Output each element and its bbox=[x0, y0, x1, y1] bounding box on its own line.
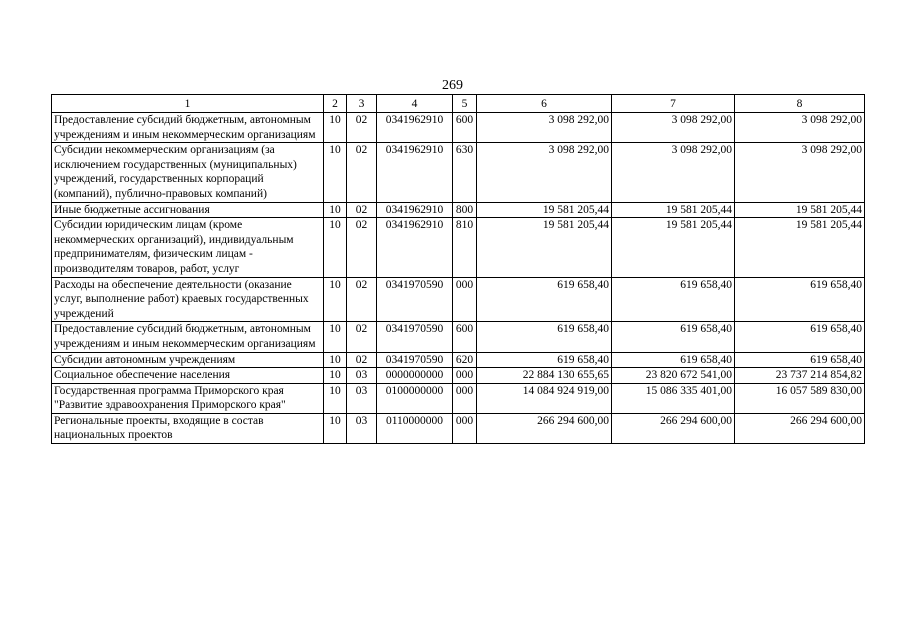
row-name: Государственная программа Приморского края "Развитие здравоохранения Приморского края" bbox=[52, 383, 324, 413]
table-row bbox=[52, 383, 865, 413]
subsection-code: 02 bbox=[347, 277, 377, 322]
amount-col8: 16 057 589 830,00 bbox=[735, 383, 865, 413]
table-row bbox=[52, 352, 865, 368]
amount-col8: 266 294 600,00 bbox=[735, 413, 865, 443]
amount-col7: 23 820 672 541,00 bbox=[612, 368, 735, 384]
row-name: Социальное обеспечение населения bbox=[52, 368, 324, 384]
section-code: 10 bbox=[324, 277, 347, 322]
amount-col6: 22 884 130 655,65 bbox=[477, 368, 612, 384]
row-name: Предоставление субсидий бюджетным, автономным учреждениям и иным некоммерческим организациям bbox=[52, 322, 324, 352]
table-row bbox=[52, 413, 865, 443]
expense-type-code: 000 bbox=[453, 383, 477, 413]
row-name: Иные бюджетные ассигнования bbox=[52, 202, 324, 218]
subsection-code: 03 bbox=[347, 413, 377, 443]
section-code: 10 bbox=[324, 368, 347, 384]
amount-col6: 3 098 292,00 bbox=[477, 143, 612, 202]
section-code: 10 bbox=[324, 322, 347, 352]
target-article-code: 0341962910 bbox=[377, 202, 453, 218]
section-code: 10 bbox=[324, 143, 347, 202]
amount-col6: 19 581 205,44 bbox=[477, 218, 612, 277]
amount-col7: 619 658,40 bbox=[612, 277, 735, 322]
amount-col6: 619 658,40 bbox=[477, 322, 612, 352]
target-article-code: 0341962910 bbox=[377, 113, 453, 143]
column-header: 8 bbox=[735, 95, 865, 113]
amount-col6: 266 294 600,00 bbox=[477, 413, 612, 443]
amount-col6: 3 098 292,00 bbox=[477, 113, 612, 143]
amount-col6: 14 084 924 919,00 bbox=[477, 383, 612, 413]
page-number: 269 bbox=[442, 78, 463, 93]
subsection-code: 02 bbox=[347, 322, 377, 352]
amount-col7: 619 658,40 bbox=[612, 322, 735, 352]
row-name: Субсидии юридическим лицам (кроме некоммерческих организаций), индивидуальным предпринимателям, физическим лицам - производителям товаров, работ, услуг bbox=[52, 218, 324, 277]
expense-type-code: 620 bbox=[453, 352, 477, 368]
target-article-code: 0341970590 bbox=[377, 277, 453, 322]
row-name: Предоставление субсидий бюджетным, автономным учреждениям и иным некоммерческим организациям bbox=[52, 113, 324, 143]
amount-col6: 19 581 205,44 bbox=[477, 202, 612, 218]
table-row bbox=[52, 277, 865, 322]
column-header: 4 bbox=[377, 95, 453, 113]
column-header: 5 bbox=[453, 95, 477, 113]
amount-col8: 619 658,40 bbox=[735, 277, 865, 322]
target-article-code: 0100000000 bbox=[377, 383, 453, 413]
row-name: Субсидии автономным учреждениям bbox=[52, 352, 324, 368]
row-name: Субсидии некоммерческим организациям (за исключением государственных (муниципальных) учреждений, государственных корпораций (компаний), публично-правовых компаний) bbox=[52, 143, 324, 202]
subsection-code: 02 bbox=[347, 143, 377, 202]
table-row bbox=[52, 113, 865, 143]
section-code: 10 bbox=[324, 352, 347, 368]
subsection-code: 03 bbox=[347, 383, 377, 413]
section-code: 10 bbox=[324, 413, 347, 443]
expense-type-code: 000 bbox=[453, 413, 477, 443]
target-article-code: 0341970590 bbox=[377, 322, 453, 352]
amount-col8: 619 658,40 bbox=[735, 352, 865, 368]
budget-table bbox=[51, 94, 865, 444]
amount-col8: 3 098 292,00 bbox=[735, 113, 865, 143]
amount-col8: 23 737 214 854,82 bbox=[735, 368, 865, 384]
column-header: 2 bbox=[324, 95, 347, 113]
amount-col6: 619 658,40 bbox=[477, 352, 612, 368]
section-code: 10 bbox=[324, 113, 347, 143]
subsection-code: 02 bbox=[347, 218, 377, 277]
target-article-code: 0341962910 bbox=[377, 143, 453, 202]
expense-type-code: 000 bbox=[453, 277, 477, 322]
table-row bbox=[52, 218, 865, 277]
row-name: Расходы на обеспечение деятельности (оказание услуг, выполнение работ) краевых государственных учреждений bbox=[52, 277, 324, 322]
amount-col7: 619 658,40 bbox=[612, 352, 735, 368]
amount-col7: 15 086 335 401,00 bbox=[612, 383, 735, 413]
subsection-code: 03 bbox=[347, 368, 377, 384]
section-code: 10 bbox=[324, 218, 347, 277]
expense-type-code: 800 bbox=[453, 202, 477, 218]
amount-col8: 19 581 205,44 bbox=[735, 218, 865, 277]
subsection-code: 02 bbox=[347, 352, 377, 368]
table-row bbox=[52, 202, 865, 218]
amount-col7: 3 098 292,00 bbox=[612, 143, 735, 202]
target-article-code: 0000000000 bbox=[377, 368, 453, 384]
row-name: Региональные проекты, входящие в состав национальных проектов bbox=[52, 413, 324, 443]
target-article-code: 0341970590 bbox=[377, 352, 453, 368]
expense-type-code: 000 bbox=[453, 368, 477, 384]
section-code: 10 bbox=[324, 383, 347, 413]
column-header: 7 bbox=[612, 95, 735, 113]
column-header: 6 bbox=[477, 95, 612, 113]
amount-col8: 3 098 292,00 bbox=[735, 143, 865, 202]
amount-col7: 19 581 205,44 bbox=[612, 202, 735, 218]
amount-col7: 19 581 205,44 bbox=[612, 218, 735, 277]
table-row bbox=[52, 368, 865, 384]
column-header: 3 bbox=[347, 95, 377, 113]
subsection-code: 02 bbox=[347, 202, 377, 218]
expense-type-code: 810 bbox=[453, 218, 477, 277]
table-row bbox=[52, 143, 865, 202]
amount-col7: 266 294 600,00 bbox=[612, 413, 735, 443]
amount-col7: 3 098 292,00 bbox=[612, 113, 735, 143]
amount-col6: 619 658,40 bbox=[477, 277, 612, 322]
expense-type-code: 600 bbox=[453, 113, 477, 143]
amount-col8: 19 581 205,44 bbox=[735, 202, 865, 218]
expense-type-code: 630 bbox=[453, 143, 477, 202]
subsection-code: 02 bbox=[347, 113, 377, 143]
table-header-row bbox=[52, 95, 865, 113]
target-article-code: 0341962910 bbox=[377, 218, 453, 277]
amount-col8: 619 658,40 bbox=[735, 322, 865, 352]
column-header: 1 bbox=[52, 95, 324, 113]
section-code: 10 bbox=[324, 202, 347, 218]
target-article-code: 0110000000 bbox=[377, 413, 453, 443]
table-row bbox=[52, 322, 865, 352]
expense-type-code: 600 bbox=[453, 322, 477, 352]
